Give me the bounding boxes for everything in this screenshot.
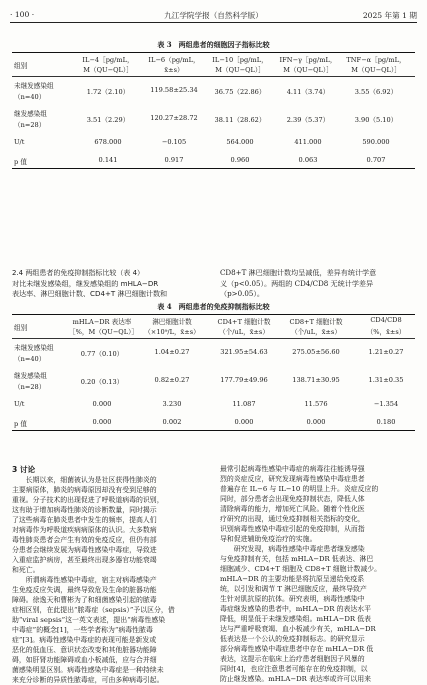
text-line: 研究发现，病毒性感染中毒症患者继发感染 xyxy=(220,545,365,553)
text-line: 生针对肌抗原的抗体。研究表明，病毒性感染中 xyxy=(220,595,365,603)
table-cell: 11.087 xyxy=(232,400,256,408)
column-header: IFN−γ［pg/mL， xyxy=(279,56,337,64)
row-group-label: U/t xyxy=(14,138,25,146)
table-cell: 564.000 xyxy=(226,138,254,146)
text-line: 助“viral sepsis”这一英文表述，提出“病毒性感染 xyxy=(12,616,166,624)
text-line: 重视。分子技术的出现促进了呼吸道病毒的识别， xyxy=(12,496,164,504)
text-line: 疗研究的出现，通过免疫抑制相关指标的变化， xyxy=(220,515,365,523)
text-line: 达与严重呼吸衰竭、血小板减少有关，mHLA−DR xyxy=(220,625,376,633)
table-bottom-rule xyxy=(12,168,415,169)
column-header: IL−10［pg/mL， xyxy=(212,56,268,64)
table-bottom-rule xyxy=(12,430,415,431)
table4-top-rule xyxy=(12,314,415,315)
table-cell: 1.04±0.27 xyxy=(154,348,190,356)
column-header: CD4+T 细胞计数 xyxy=(217,318,271,326)
header-rule xyxy=(12,338,415,339)
text-line: mHLA−DR 的主要功能是将抗原呈递给免疫系 xyxy=(220,575,365,583)
column-header: mHLA−DR 表达率 xyxy=(72,318,132,326)
table-cell: 3.230 xyxy=(162,400,182,408)
text-line: 生免疫反应失调，最终导致危及生命的脏器功能 xyxy=(12,586,157,594)
table-cell: 0.002 xyxy=(162,418,182,426)
table-cell: 4.11（3.74） xyxy=(286,88,330,96)
running-header xyxy=(10,8,417,23)
table-cell: 138.71±30.95 xyxy=(292,376,340,384)
table-cell: 0.141 xyxy=(98,156,118,164)
column-header: M（QU−QL）］ xyxy=(215,66,265,74)
row-group-label: p 值 xyxy=(14,158,27,166)
text-line: 对比未继发感染组，继发感染组的 mHLA−DR xyxy=(12,278,159,288)
row-group-count: （n=28） xyxy=(14,121,46,129)
text-line: 与免疫抑制有关，包括 mHLA−DR 低表达、淋巴 xyxy=(220,555,374,563)
column-header: 组别 xyxy=(14,62,28,70)
table-cell: 177.79±49.96 xyxy=(220,376,268,384)
table-cell: 1.31±0.35 xyxy=(368,376,404,384)
table-cell: 321.95±54.63 xyxy=(220,348,268,356)
table-cell: 36.75（22.86） xyxy=(214,88,266,96)
text-line: 症相区别，在此提出“脓毒症（sepsis）”予以区分，借 xyxy=(12,606,175,614)
text-line: 障碍。徐逸天和曹彬为了和细菌感染引起的脓毒 xyxy=(12,596,157,604)
section24-left xyxy=(12,268,208,300)
row-group-count: （n=40） xyxy=(14,93,46,101)
column-header: 组别 xyxy=(14,324,28,332)
column-header: M（QU−QL）］ xyxy=(351,66,401,74)
text-line: 所谓病毒性感染中毒症，宿主对病毒感染产 xyxy=(12,576,157,584)
column-header: CD4/CD8 xyxy=(370,316,402,324)
table-cell: 1.72（2.10） xyxy=(86,88,130,96)
text-line: 了这些病毒在肺炎患者中发生的频率，提高人们 xyxy=(12,516,157,524)
table-cell: 678.000 xyxy=(94,138,122,146)
column-header: （×10⁹/L，x̄±s） xyxy=(144,328,200,336)
table-cell: 0.000 xyxy=(92,400,112,408)
table-cell: 590.000 xyxy=(362,138,390,146)
text-line: 识别病毒性感染中毒症引起的免疫抑制，从而指 xyxy=(220,525,365,533)
section24-right xyxy=(220,268,416,300)
table-cell: 11.576 xyxy=(304,400,328,408)
table-cell: 1.21±0.27 xyxy=(368,348,404,356)
text-line: 低表达是一个公认的免疫抑制标志。的研究显示 xyxy=(220,635,365,643)
table-cell: 0.707 xyxy=(366,156,386,164)
table-cell: 0.000 xyxy=(92,418,112,426)
column-header: （%，x̄±s） xyxy=(366,328,406,336)
text-line: 同时，部分患者会出现免疫抑制状态，降低人体 xyxy=(220,495,365,503)
column-header: ［%，M（QU−QL）］ xyxy=(69,328,138,336)
text-line: 毒性肺炎患者会产生有效的免疫反应，但仍有部 xyxy=(12,536,157,544)
text-line: 症”[3]。病毒性感染中毒症的表现可能是新发或 xyxy=(12,636,157,644)
text-line: 对病毒作为呼吸道疾病病原体的认识。大多数病 xyxy=(12,526,157,534)
table-cell: 3.55（6.92） xyxy=(354,88,398,96)
table-cell: 0.917 xyxy=(164,156,184,164)
text-line: 清除病毒的能力，增加死亡风险。随着个性化医 xyxy=(220,505,365,513)
table-cell: 38.11（28.62） xyxy=(214,116,266,124)
text-line: 义（p<0.05）。两组的 CD4/CD8 无统计学差异 xyxy=(220,278,374,288)
table-cell: −1.354 xyxy=(373,400,399,408)
discussion-right-column xyxy=(220,464,416,684)
text-line: 恶化的低血压、意识状态改变和其他脏器功能障 xyxy=(12,646,157,654)
text-line: 这有助于增加病毒性肺炎的诊断数量，同时揭示 xyxy=(12,506,157,514)
column-header: 淋巴细胞计数 xyxy=(152,318,192,326)
column-header: TNF−α［pg/mL， xyxy=(346,56,406,64)
table-cell: 0.82±0.27 xyxy=(154,376,190,384)
column-header: （个/uL，x̄±s） xyxy=(219,328,269,336)
text-line: 碍，如肝肾功能障碍或血小板减低，应与合并细 xyxy=(12,656,157,664)
table-cell: 3.90（5.10） xyxy=(354,116,398,124)
table-cell: 3.51（2.29） xyxy=(86,116,130,124)
row-group-label: 未继发感染组 xyxy=(14,82,54,90)
text-line: 降低，明显低于未继发感染组。mHLA−DR 低表 xyxy=(220,615,372,623)
table-cell: 119.58±25.34 xyxy=(150,86,198,94)
text-line: 细胞减少、CD4+T 细胞及 CD8+T 细胞计数减少。 xyxy=(220,565,382,573)
text-line: 普遍存在 IL−6 与 IL−10 的明显上升。炎症反应的 xyxy=(220,485,379,493)
table-cell: 0.20（0.13） xyxy=(80,378,124,386)
column-header: IL−6（pg/mL， xyxy=(148,56,200,64)
text-line: 部分病毒性感染中毒症患者中存在 mHLA−DR 低 xyxy=(220,645,374,653)
header-rule xyxy=(12,76,415,77)
table-cell: −0.105 xyxy=(161,138,187,146)
row-group-label: p 值 xyxy=(14,420,27,428)
text-line: 毒症继发感染的患者中，mHLA−DR 的表达水平 xyxy=(220,605,372,613)
text-line: 表达，这提示在临床上治疗患者细胞因子风暴的 xyxy=(220,655,365,663)
table-cell: 2.39（5.37） xyxy=(286,116,330,124)
table-cell: 0.000 xyxy=(234,418,254,426)
text-line: 菌感染明显区别。病毒性感染中毒症是一种持续未 xyxy=(12,666,164,674)
text-line: 和死亡。 xyxy=(12,566,40,574)
text-line: 表达率、淋巴细胞计数、CD4+T 淋巴细胞计数和 xyxy=(12,289,168,299)
column-header: CD8+T 细胞计数 xyxy=(289,318,343,326)
text-line: CD8+T 淋巴细胞计数均呈减低，差异有统计学意 xyxy=(220,268,377,277)
table4-caption: 表 4 两组患者的免疫抑制指标比较 xyxy=(157,302,270,311)
discussion-left-column xyxy=(12,475,208,685)
table-cell: 275.05±56.60 xyxy=(292,348,340,356)
table-cell: 0.063 xyxy=(298,156,318,164)
table-cell: 0.77（0.10） xyxy=(80,350,124,358)
text-line: 长期以来，细菌被认为是社区获得性肺炎的 xyxy=(12,476,157,484)
row-group-label: 未继发感染组 xyxy=(14,344,54,352)
row-group-label: 继发感染组 xyxy=(14,372,47,380)
row-group-label: 继发感染组 xyxy=(14,110,47,118)
row-group-count: （n=28） xyxy=(14,383,46,391)
table-cell: 0.180 xyxy=(376,418,396,426)
column-header: IL−4［pg/mL， xyxy=(82,56,134,64)
table-cell: 0.000 xyxy=(306,418,326,426)
text-line: 导和促进辅助免疫治疗的实施。 xyxy=(220,535,317,543)
text-line: 同时[4]，也应注意患者可能存在的免疫抑制，以 xyxy=(220,665,368,673)
issue-label: 2025 年第 1 期 xyxy=(362,11,417,20)
text-line: （p>0.05）。 xyxy=(220,289,265,299)
journal-name: 九江学院学报（自然科学版） xyxy=(164,11,263,20)
text-line: 最常引起病毒性感染中毒症的病毒往往能诱导强 xyxy=(220,465,365,473)
table3-top-rule xyxy=(12,52,415,53)
column-header: M（QU−QL）］ xyxy=(283,66,333,74)
text-line: 中毒症”的概念[1]，一些学者称为“病毒性脓毒 xyxy=(12,626,153,634)
table-cell: 120.27±28.72 xyxy=(150,114,198,122)
row-group-label: U/t xyxy=(14,400,25,408)
column-header: M（QU−QL）］ xyxy=(83,66,133,74)
column-header: x̄±s） xyxy=(164,66,184,74)
text-line: 统，以引发和调节 T 淋巴细胞反应，最终导致产 xyxy=(220,585,367,593)
text-line: 来充分诊断的异质性脓毒症，可由多种病毒引起。 xyxy=(12,676,164,684)
discussion-title: 3 讨论 xyxy=(12,465,36,474)
section24-title: 2.4 两组患者的免疫抑制指标比较（表 4） xyxy=(12,269,145,277)
column-header: （个/uL，x̄±s） xyxy=(291,328,341,336)
text-line: 防止继发感染。mHLA−DR 表达率或许可以用来 xyxy=(220,675,372,683)
text-line: 入重症监护病房，甚至最终出现多器官功能衰竭 xyxy=(12,556,157,564)
row-group-count: （n=40） xyxy=(14,355,46,363)
text-line: 烈的炎症反应，研究发现病毒性感染中毒症患者 xyxy=(220,475,365,483)
text-line: 分患者会继续发展为病毒性感染中毒症，导致进 xyxy=(12,546,157,554)
table-cell: 411.000 xyxy=(294,138,322,146)
table-cell: 0.960 xyxy=(230,156,250,164)
text-line: 主要病原体，肺炎的病毒原因却没有受到足够的 xyxy=(12,486,157,494)
page-number: · 100 · xyxy=(10,10,35,19)
table3-caption: 表 3 两组患者的细胞因子指标比较 xyxy=(157,40,270,49)
